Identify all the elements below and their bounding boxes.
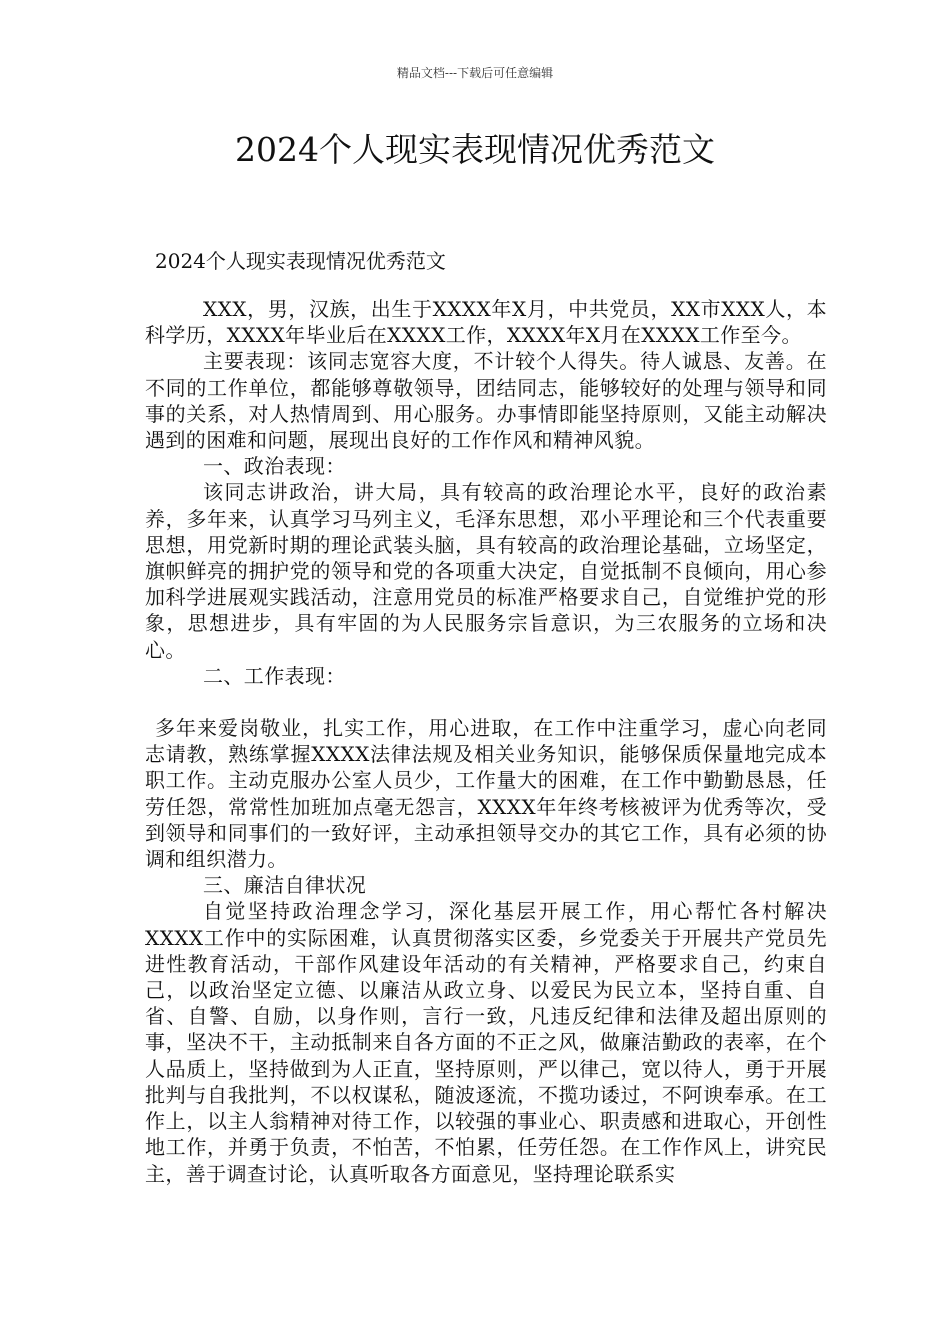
section-heading-integrity: 三、廉洁自律状况 bbox=[203, 873, 367, 898]
paragraph-main-performance: 主要表现：该同志宽容大度，不计较个人得失。待人诚恳、友善。在不同的工作单位，都能够尊敬领导，团结同志，能够较好的处理与领导和同事的关系，对人热情周到、用心服务。办事情即能坚持原则，又能主动解决遇到的困难和问题，展现出良好的工作作风和精神风貌。 bbox=[145, 349, 827, 453]
section-heading-work: 二、工作表现： bbox=[203, 663, 346, 688]
document-body bbox=[145, 296, 827, 1187]
section-heading-political: 一、政治表现： bbox=[203, 454, 346, 479]
paragraph-work: 多年来爱岗敬业，扎实工作，用心进取，在工作中注重学习，虚心向老同志请教，熟练掌握XXXX法律法规及相关业务知识，能够保质保量地完成本职工作。主动克服办公室人员少，工作量大的困难，在工作中勤勤恳恳，任劳任怨，常常性加班加点毫无怨言，XXXX年年终考核被评为优秀等次，受到领导和同事们的一致好评，主动承担领导交办的其它工作，具有必须的协调和组织潜力。 bbox=[145, 716, 827, 872]
paragraph-personal-info: XXX，男，汉族，出生于XXXX年X月，中共党员，XX市XXX人，本科学历，XXXX年毕业后在XXXX工作，XXXX年X月在XXXX工作至今。 bbox=[145, 297, 827, 348]
document-title: 2024个人现实表现情况优秀范文 bbox=[235, 130, 715, 169]
paragraph-integrity: 自觉坚持政治理念学习，深化基层开展工作，用心帮忙各村解决XXXX工作中的实际困难，认真贯彻落实区委，乡党委关于开展共产党员先进性教育活动，干部作风建设年活动的有关精神，严格要求自己，约束自己，以政治坚定立德、以廉洁从政立身、以爱民为民立本，坚持自重、自省、自警、自励，以身作则，言行一致，凡违反纪律和法律及超出原则的事，坚决不干，主动抵制来自各方面的不正之风，做廉洁勤政的表率，在个人品质上，坚持做到为人正直，坚持原则，严以律己，宽以待人，勇于开展批判与自我批判，不以权谋私，随波逐流，不揽功诿过，不阿谀奉承。在工作上，以主人翁精神对待工作，以较强的事业心、职责感和进取心，开创性地工作，并勇于负责，不怕苦，不怕累，任劳任怨。在工作作风上，讲究民主，善于调查讨论，认真听取各方面意见，坚持理论联系实 bbox=[145, 899, 827, 1186]
document-header-note: 精品文档---下载后可任意编辑 bbox=[396, 66, 554, 80]
document-subtitle: 2024个人现实表现情况优秀范文 bbox=[155, 249, 446, 273]
paragraph-political: 该同志讲政治，讲大局，具有较高的政治理论水平，良好的政治素养，多年来，认真学习马列主义，毛泽东思想，邓小平理论和三个代表重要思想，用党新时期的理论武装头脑，具有较高的政治理论基础，立场坚定，旗帜鲜亮的拥护党的领导和党的各项重大决定，自觉抵制不良倾向，用心参加科学进展观实践活动，注意用党员的标准严格要求自己，自觉维护党的形象，思想进步，具有牢固的为人民服务宗旨意识，为三农服务的立场和决心。 bbox=[145, 480, 827, 662]
